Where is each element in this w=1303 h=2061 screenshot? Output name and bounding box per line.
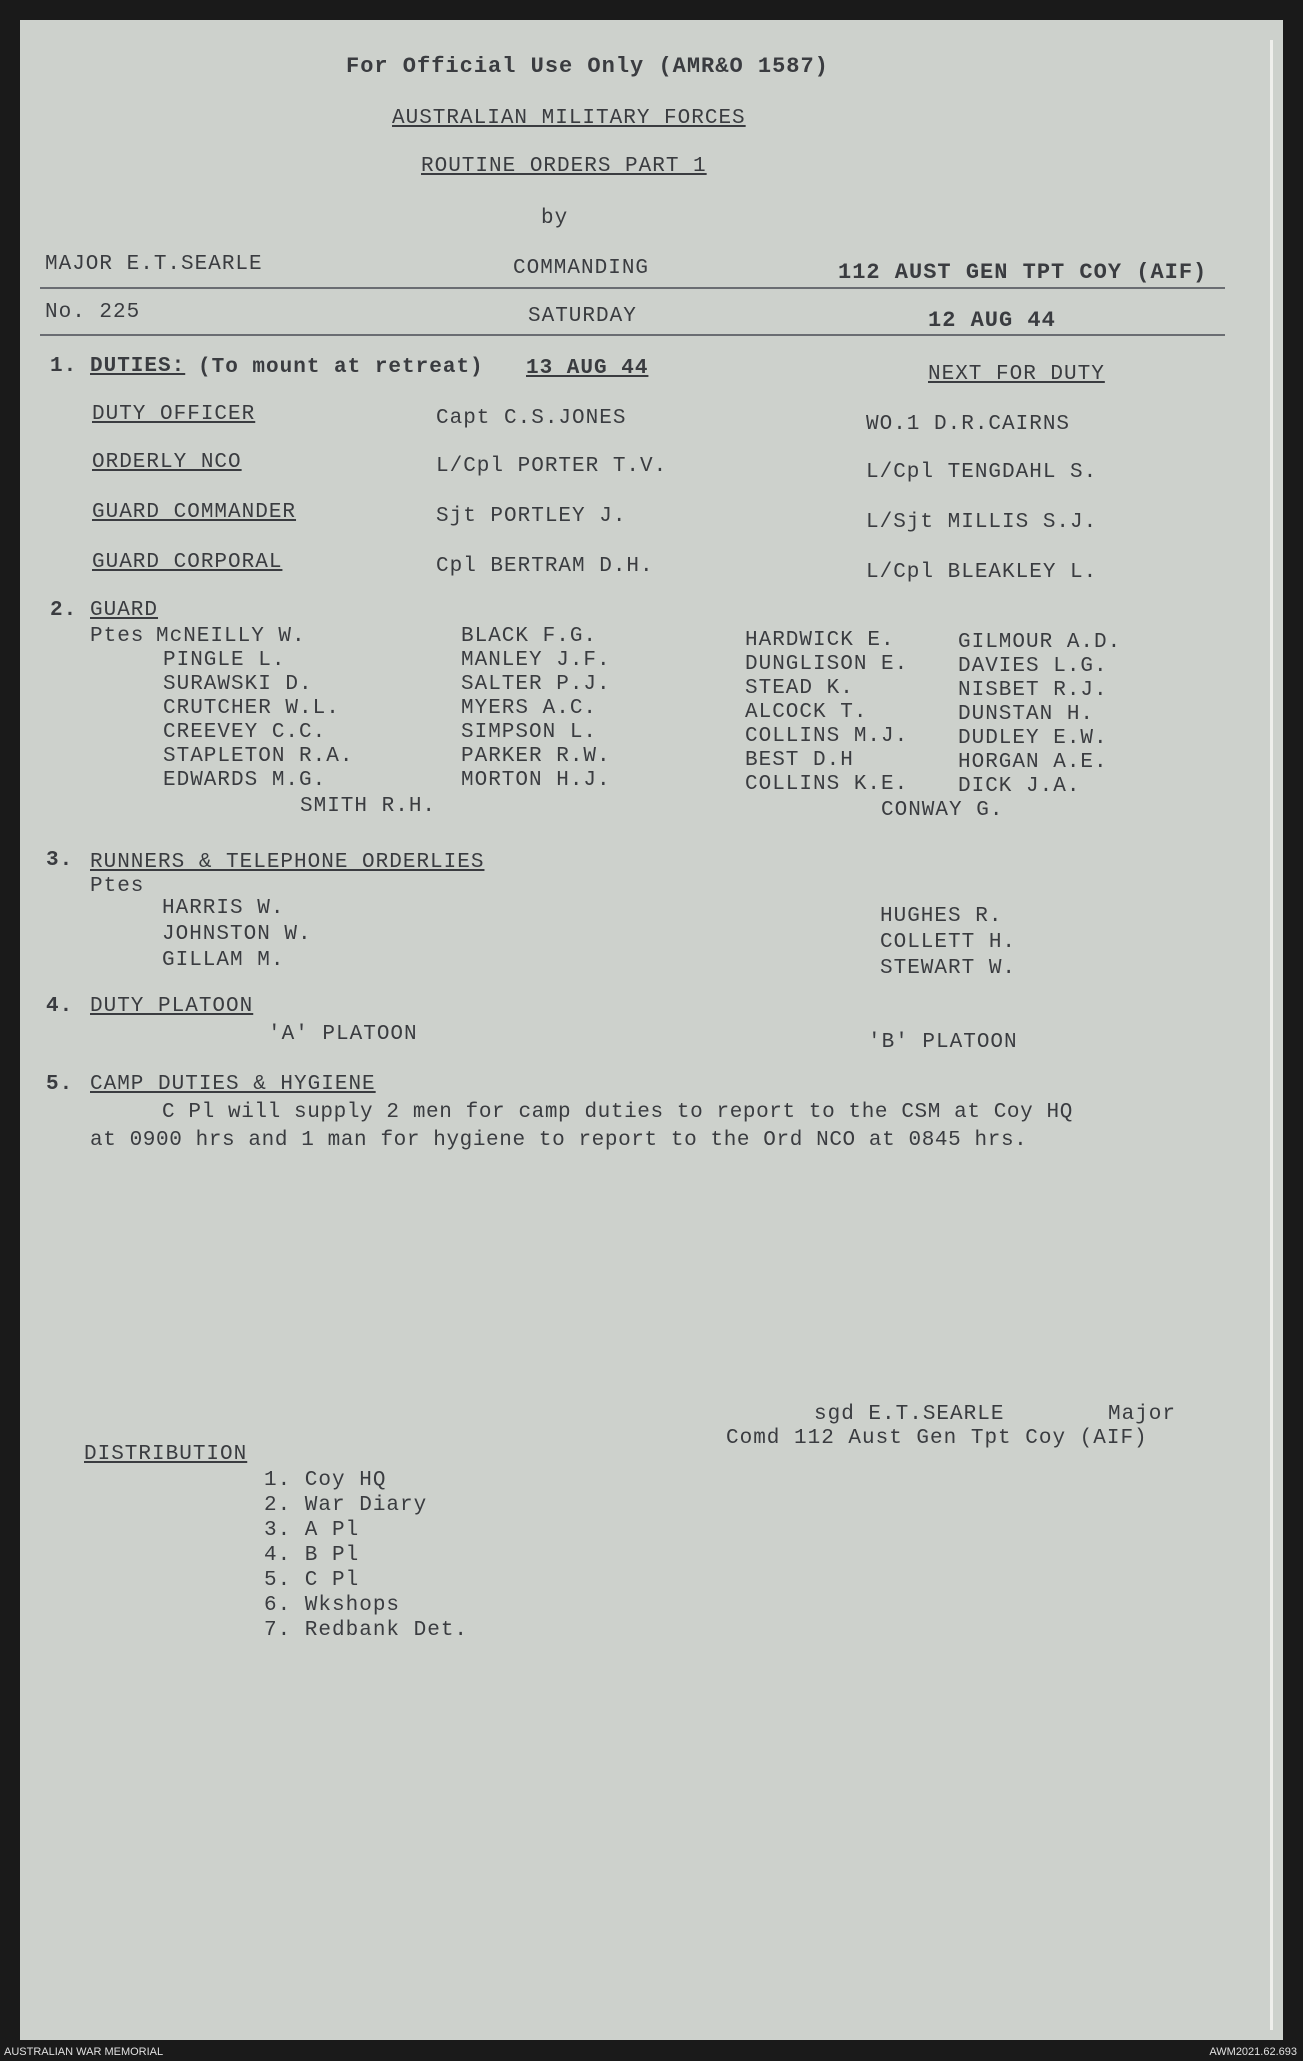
- guard-name: MANLEY J.F.: [461, 649, 611, 672]
- distribution-item: 5. C Pl: [264, 1569, 360, 1592]
- distribution-item: 4. B Pl: [264, 1544, 360, 1567]
- guard-ptes-label: Ptes: [90, 625, 145, 648]
- guard-name: DUDLEY E.W.: [958, 727, 1108, 750]
- duty-role: DUTY OFFICER: [92, 403, 256, 426]
- duty-name: Sjt PORTLEY J.: [436, 505, 627, 528]
- guard-name: MYERS A.C.: [461, 697, 598, 720]
- duty-next: L/Sjt MILLIS S.J.: [866, 511, 1098, 534]
- guard-name: DUNSTAN H.: [958, 703, 1095, 726]
- runner-name: STEWART W.: [880, 957, 1017, 980]
- duty-next: WO.1 D.R.CAIRNS: [866, 413, 1071, 436]
- section-2-number: 2.: [50, 599, 78, 622]
- camp-text-line-1: C Pl will supply 2 men for camp duties to report to the CSM at Coy HQ: [162, 1101, 1073, 1124]
- guard-name: SALTER P.J.: [461, 673, 611, 696]
- duty-role: ORDERLY NCO: [92, 451, 242, 474]
- runner-name: JOHNSTON W.: [162, 923, 312, 946]
- order-date: 12 AUG 44: [928, 308, 1056, 333]
- guard-name: SURAWSKI D.: [163, 673, 313, 696]
- guard-name: STEAD K.: [745, 677, 854, 700]
- guard-name: SIMPSON L.: [461, 721, 598, 744]
- signature-line: sgd E.T.SEARLE: [814, 1403, 1005, 1426]
- platoon-next: 'B' PLATOON: [868, 1031, 1018, 1054]
- guard-name: BLACK F.G.: [461, 625, 598, 648]
- guard-name: SMITH R.H.: [300, 795, 437, 818]
- guard-name: EDWARDS M.G.: [163, 769, 327, 792]
- guard-name: DUNGLISON E.: [745, 653, 909, 676]
- guard-name: CRUTCHER W.L.: [163, 697, 340, 720]
- camp-text-line-2: at 0900 hrs and 1 man for hygiene to report to the Ord NCO at 0845 hrs.: [90, 1129, 1028, 1152]
- page-edge: [1270, 40, 1273, 2030]
- distribution-item: 3. A Pl: [264, 1519, 360, 1542]
- camp-title: CAMP DUTIES & HYGIENE: [90, 1073, 376, 1096]
- section-5-number: 5.: [46, 1073, 74, 1096]
- commanding-label: COMMANDING: [513, 257, 650, 280]
- footer-catalogue-number: AWM2021.62.693: [1209, 2046, 1297, 2058]
- guard-name: DAVIES L.G.: [958, 655, 1108, 678]
- duty-role: GUARD CORPORAL: [92, 551, 283, 574]
- guard-name: McNEILLY W.: [156, 625, 306, 648]
- guard-name: CONWAY G.: [881, 799, 1004, 822]
- next-for-duty-heading: NEXT FOR DUTY: [928, 363, 1105, 386]
- duty-name: Cpl BERTRAM D.H.: [436, 555, 654, 578]
- by-text: by: [541, 207, 569, 230]
- guard-name: ALCOCK T.: [745, 701, 868, 724]
- duties-title: DUTIES:: [90, 355, 186, 378]
- section-3-number: 3.: [46, 849, 74, 872]
- runners-title: RUNNERS & TELEPHONE ORDERLIES: [90, 851, 485, 874]
- guard-name: HARDWICK E.: [745, 629, 895, 652]
- duties-note: (To mount at retreat): [198, 356, 484, 379]
- orders-heading: ROUTINE ORDERS PART 1: [421, 155, 707, 178]
- duty-name: Capt C.S.JONES: [436, 407, 627, 430]
- runner-name: HARRIS W.: [162, 897, 285, 920]
- distribution-item: 2. War Diary: [264, 1494, 428, 1517]
- guard-name: MORTON H.J.: [461, 769, 611, 792]
- guard-name: STAPLETON R.A.: [163, 745, 354, 768]
- guard-name: GILMOUR A.D.: [958, 631, 1122, 654]
- guard-name: NISBET R.J.: [958, 679, 1108, 702]
- order-day: SATURDAY: [528, 305, 637, 328]
- duty-role: GUARD COMMANDER: [92, 501, 297, 524]
- distribution-item: 7. Redbank Det.: [264, 1619, 469, 1642]
- footer-credit: AUSTRALIAN WAR MEMORIAL: [4, 2046, 164, 2058]
- guard-name: DICK J.A.: [958, 775, 1081, 798]
- section-1-number: 1.: [50, 355, 78, 378]
- commanding-officer: MAJOR E.T.SEARLE: [45, 253, 263, 276]
- duty-name: L/Cpl PORTER T.V.: [436, 455, 668, 478]
- distribution-title: DISTRIBUTION: [84, 1443, 248, 1466]
- guard-name: COLLINS K.E.: [745, 773, 909, 796]
- runners-ptes-label: Ptes: [90, 875, 145, 898]
- distribution-item: 6. Wkshops: [264, 1594, 401, 1617]
- order-number: No. 225: [45, 301, 141, 324]
- section-4-number: 4.: [46, 995, 74, 1018]
- guard-title: GUARD: [90, 599, 159, 622]
- guard-name: COLLINS M.J.: [745, 725, 909, 748]
- document-page: [20, 20, 1283, 2040]
- signature-unit: Comd 112 Aust Gen Tpt Coy (AIF): [726, 1427, 1148, 1450]
- guard-name: HORGAN A.E.: [958, 751, 1108, 774]
- header-rule-1: [40, 287, 1225, 289]
- duties-date: 13 AUG 44: [526, 357, 649, 380]
- duty-next: L/Cpl BLEAKLEY L.: [866, 561, 1098, 584]
- forces-heading: AUSTRALIAN MILITARY FORCES: [392, 107, 746, 130]
- duty-next: L/Cpl TENGDAHL S.: [866, 461, 1098, 484]
- platoon-title: DUTY PLATOON: [90, 995, 254, 1018]
- platoon-current: 'A' PLATOON: [268, 1023, 418, 1046]
- official-use-line: For Official Use Only (AMR&O 1587): [346, 54, 829, 79]
- guard-name: CREEVEY C.C.: [163, 721, 327, 744]
- runner-name: COLLETT H.: [880, 931, 1017, 954]
- runner-name: GILLAM M.: [162, 949, 285, 972]
- unit-name: 112 AUST GEN TPT COY (AIF): [838, 260, 1208, 285]
- guard-name: PARKER R.W.: [461, 745, 611, 768]
- guard-name: BEST D.H: [745, 749, 854, 772]
- guard-name: PINGLE L.: [163, 649, 286, 672]
- signature-rank: Major: [1108, 1403, 1177, 1426]
- distribution-item: 1. Coy HQ: [264, 1469, 387, 1492]
- runner-name: HUGHES R.: [880, 905, 1003, 928]
- header-rule-2: [40, 334, 1225, 336]
